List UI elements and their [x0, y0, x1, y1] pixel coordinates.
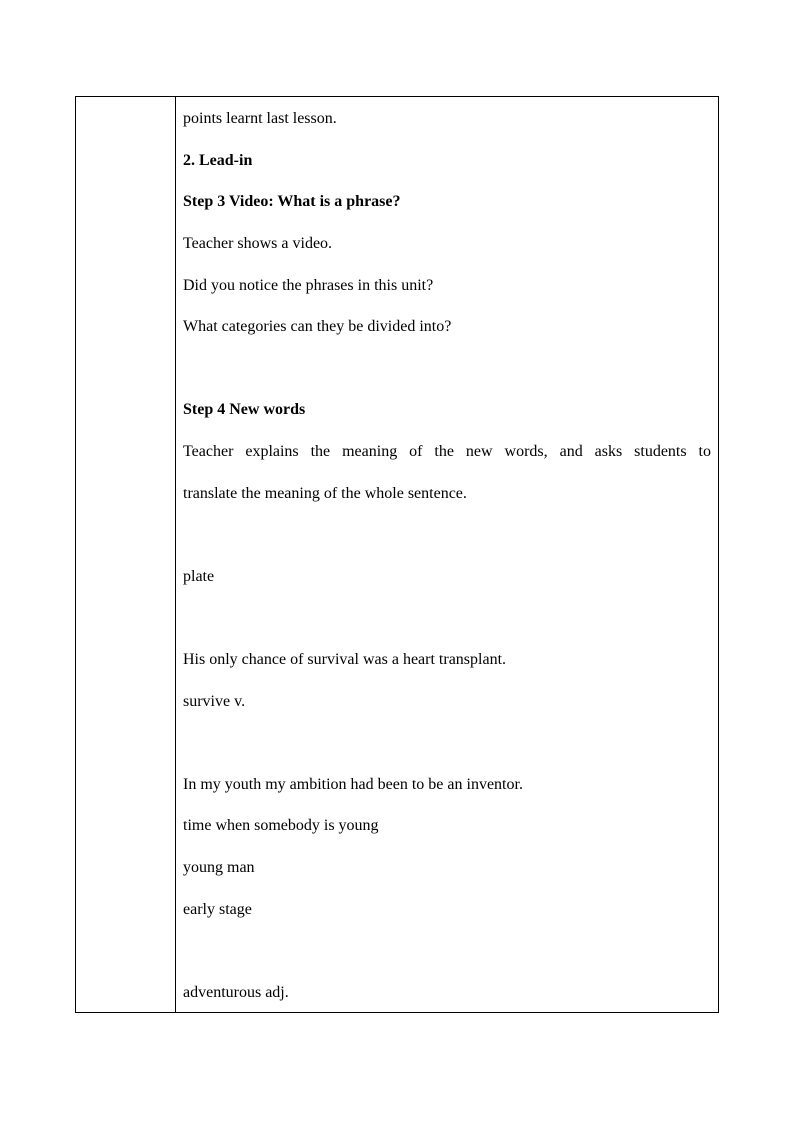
text-line: translate the meaning of the whole sentence. [183, 485, 467, 502]
text-line: What categories can they be divided into? [183, 318, 452, 335]
example-sentence: In my youth my ambition had been to be an inventor. [183, 776, 523, 793]
text-line: Did you notice the phrases in this unit? [183, 277, 434, 294]
vocab-word: adventurous adj. [183, 984, 289, 1001]
step-heading: Step 3 Video: What is a phrase? [183, 193, 401, 210]
content-cell [176, 97, 718, 1012]
vocab-word: plate [183, 568, 215, 585]
empty-left-cell [76, 97, 176, 1012]
example-sentence: His only chance of survival was a heart transplant. [183, 651, 507, 668]
definition: early stage [183, 901, 252, 918]
lesson-plan-table [75, 96, 719, 1013]
text-line: points learnt last lesson. [183, 110, 337, 127]
vocab-word: survive v. [183, 693, 246, 710]
text-line: Teacher explains the meaning of the new words, and asks students to [183, 443, 711, 460]
definition: young man [183, 859, 255, 876]
text-line: Teacher shows a video. [183, 235, 333, 252]
step-heading: Step 4 New words [183, 401, 306, 418]
definition: time when somebody is young [183, 817, 379, 834]
section-heading: 2. Lead-in [183, 152, 253, 169]
